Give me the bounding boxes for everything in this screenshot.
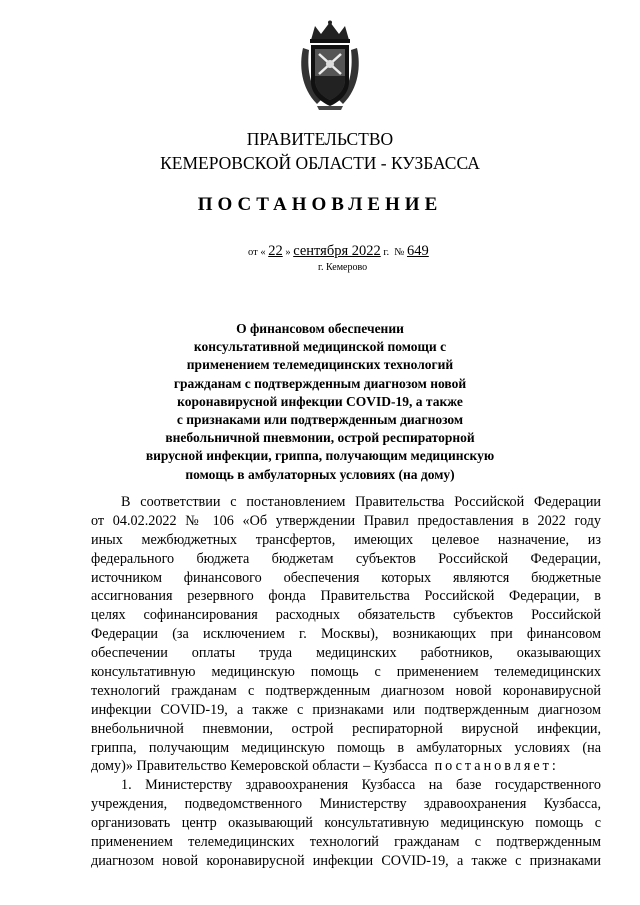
body-line: федерального бюджета бюджетам субъектов Российской Федерации,	[91, 550, 601, 567]
date-year-suffix: г.	[383, 247, 390, 258]
body-line-text: дому)» Правительство Кемеровской области – Кузбасса	[91, 758, 428, 775]
body-line: консультативную медицинскую помощь с применением телемедицинских	[91, 664, 601, 681]
title-line: консультативной медицинской помощи с	[193, 339, 447, 355]
dateline	[248, 243, 429, 260]
title-line: коронавирусной инфекции COVID-19, а также	[177, 393, 463, 409]
document-body	[91, 493, 601, 871]
coat-of-arms-icon	[297, 20, 363, 112]
document-type: ПОСТАНОВЛЕНИЕ	[197, 194, 443, 215]
document-number: 649	[407, 243, 429, 259]
body-line: учреждения, подведомственного Министерству здравоохранения Кузбасса,	[91, 796, 601, 813]
body-line: В соответствии с постановлением Правительства Российской Федерации	[121, 494, 601, 510]
body-line: организовать центр оказывающий консультативную медицинскую помощь с	[91, 815, 601, 832]
resolves-word: постановляет:	[434, 758, 559, 775]
number-prefix: №	[394, 247, 405, 258]
body-line: 1. Министерству здравоохранения Кузбасса на базе государственного	[121, 777, 601, 794]
body-line: источником финансового обеспечения которых являются бюджетные	[91, 569, 601, 586]
body-line: технологий гражданам с подтвержденным диагнозом новой коронавирусной	[91, 682, 601, 699]
body-line: диагнозом новой коронавирусной инфекции COVID-19, а также с признаками	[91, 852, 601, 869]
title-line: помощь в амбулаторных условиях (на дому)	[185, 466, 455, 482]
body-line: Федерации (за исключением г. Москвы), возникающих при финансовом	[91, 626, 601, 643]
document-title	[140, 320, 500, 484]
title-line: применением телемедицинских технологий	[186, 357, 454, 373]
body-line: гриппа, получающим медицинскую помощь в амбулаторных условиях (на	[91, 739, 601, 756]
city: г. Кемерово	[318, 262, 368, 273]
title-line: внебольничной пневмонии, острой респираторной	[165, 430, 475, 446]
body-line: обеспечении оплаты труда медицинских работников, оказывающих	[91, 645, 601, 662]
title-line: О финансовом обеспечении	[236, 321, 404, 336]
title-line: гражданам с подтвержденным диагнозом новой	[173, 375, 467, 391]
org-name-line2: КЕМЕРОВСКОЙ ОБЛАСТИ - КУЗБАССА	[160, 153, 480, 173]
body-line: внебольничной пневмонии, острой респираторной вирусной инфекции,	[91, 720, 601, 737]
org-name-line1: ПРАВИТЕЛЬСТВО	[246, 129, 394, 149]
date-separator: »	[285, 247, 291, 258]
title-line: вирусной инфекции, гриппа, получающим медицинскую	[145, 448, 495, 464]
body-line: ассигнования резервного фонда Правительства Российской Федерации, в	[91, 588, 601, 605]
title-line: с признаками или подтвержденным диагнозом	[176, 412, 464, 428]
body-line: инфекции COVID-19, а также с признаками или подтвержденным диагнозом	[91, 701, 601, 718]
body-line: от 04.02.2022 № 106 «Об утверждении Правил предоставления в 2022 году	[91, 512, 601, 529]
body-line: целях софинансирования расходных обязательств субъектов Российской	[91, 607, 601, 624]
date-day: 22	[268, 243, 283, 259]
date-prefix: от «	[248, 247, 266, 258]
body-line: иных межбюджетных трансфертов, имеющих целевое назначение, из	[91, 531, 601, 548]
body-line-resolution	[91, 757, 601, 776]
date-month-year: сентября 2022	[293, 243, 381, 259]
body-line: применением телемедицинских технологий гражданам с подтвержденным	[91, 834, 601, 851]
